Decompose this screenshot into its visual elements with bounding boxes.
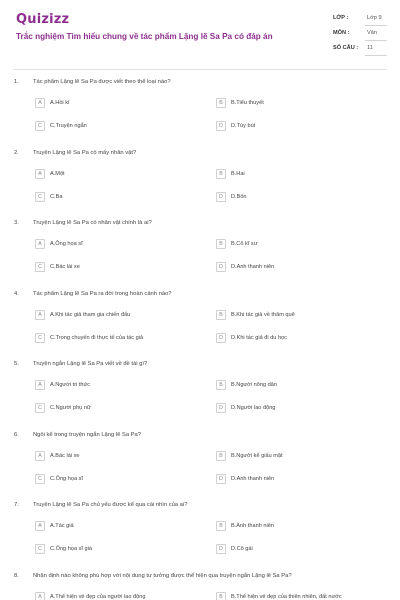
answer-option-d[interactable] [216, 262, 391, 275]
question-number: 4. [14, 290, 19, 297]
question-text: Truyện Lặng lẽ Sa Pa có nhân vật chính là ai? [33, 220, 152, 226]
option-letter-box: A [35, 380, 45, 390]
meta-count [333, 42, 385, 55]
answer-option-d[interactable] [216, 333, 391, 346]
option-text: B.Hai [231, 170, 245, 177]
answer-option-c[interactable] [35, 262, 205, 275]
answer-option-a[interactable] [35, 451, 205, 464]
option-letter-box: D [216, 121, 226, 131]
answer-option-a[interactable] [35, 98, 205, 111]
answer-option-c[interactable] [35, 192, 205, 205]
answer-option-b[interactable] [216, 592, 391, 600]
option-letter-box: D [216, 403, 226, 413]
quizizz-logo: Quizizz [16, 12, 70, 27]
option-text: B.Anh thanh niên [231, 523, 274, 529]
answer-option-d[interactable] [216, 121, 391, 134]
option-letter-box: B [216, 592, 226, 600]
option-text: B.Tiểu thuyết [231, 100, 264, 106]
question-number: 7. [14, 502, 19, 508]
header-divider [13, 69, 387, 70]
question-3 [0, 220, 400, 290]
question-number: 3. [14, 220, 19, 226]
option-letter-box: B [216, 98, 226, 108]
meta-class-value: Lớp 9 [367, 15, 382, 21]
answer-option-b[interactable] [216, 451, 391, 464]
meta-underline [365, 55, 387, 56]
option-text: A.Người tri thức [50, 382, 91, 388]
meta-class-label: LỚP : [333, 15, 349, 21]
option-text: D.Anh thanh niên [231, 264, 275, 270]
answer-option-b[interactable] [216, 380, 391, 393]
answer-option-b[interactable] [216, 521, 391, 534]
question-number: 6. [14, 431, 19, 438]
answer-option-a[interactable] [35, 169, 205, 182]
option-letter-box: D [216, 262, 226, 272]
meta-count-value: 11 [367, 45, 373, 51]
question-1 [0, 79, 400, 149]
option-text: A.Một [50, 170, 65, 177]
question-4 [0, 291, 400, 361]
option-text: A.Tác giả [50, 523, 74, 529]
answer-option-b[interactable] [216, 98, 391, 111]
option-text: D.Cô gái [231, 546, 253, 552]
option-text: C.Ba [50, 193, 63, 200]
option-letter-box: A [35, 169, 45, 179]
option-text: A.Ông họa sĩ [50, 241, 83, 247]
option-text: D.Anh thanh niên [231, 475, 275, 482]
answer-option-b[interactable] [216, 310, 391, 323]
option-text: C.Bác lái xe [50, 264, 80, 270]
question-text: Tác phẩm Lặng lẽ Sa Pa ra đời trong hoàn cảnh nào? [33, 290, 172, 297]
question-number: 2. [14, 149, 19, 156]
option-text: B.Người kể giấu mặt [231, 452, 283, 459]
answer-option-b[interactable] [216, 169, 391, 182]
option-letter-box: A [35, 239, 45, 249]
answer-option-c[interactable] [35, 121, 205, 134]
option-letter-box: C [35, 333, 45, 343]
answer-option-a[interactable] [35, 380, 205, 393]
option-letter-box: B [216, 380, 226, 390]
answer-option-a[interactable] [35, 592, 205, 600]
option-letter-box: C [35, 403, 45, 413]
option-text: B.Cô kĩ sư [231, 241, 258, 247]
option-letter-box: B [216, 310, 226, 320]
option-text: D.Bốn [231, 193, 247, 200]
option-letter-box: A [35, 310, 45, 320]
option-text: D.Tùy bút [231, 123, 256, 129]
question-text: Tác phẩm Lặng lẽ Sa Pa được viết theo thể loại nào? [33, 79, 171, 85]
page-title: Trắc nghiệm Tìm hiểu chung về tác phẩm Lặng lẽ Sa Pa có đáp án [16, 32, 273, 41]
answer-option-a[interactable] [35, 239, 205, 252]
answer-option-d[interactable] [216, 192, 391, 205]
question-text: Truyện Lặng lẽ Sa Pa chủ yếu được kể qua cái nhìn của ai? [33, 502, 188, 508]
answer-option-a[interactable] [35, 521, 205, 534]
option-letter-box: D [216, 544, 226, 554]
meta-class [333, 12, 385, 25]
option-letter-box: B [216, 239, 226, 249]
option-letter-box: C [35, 121, 45, 131]
option-text: A.Bác lái xe [50, 452, 80, 459]
question-number: 5. [14, 361, 19, 367]
option-text: D.Khi tác giả đi du học [231, 334, 287, 341]
option-letter-box: C [35, 192, 45, 202]
option-letter-box: A [35, 592, 45, 600]
option-text: A.Khi tác giả tham gia chiến đấu [50, 311, 131, 318]
answer-option-d[interactable] [216, 544, 391, 557]
option-text: B.Khi tác giả về thăm quê [231, 311, 295, 318]
option-letter-box: C [35, 262, 45, 272]
option-text: A.Hồi kí [50, 100, 70, 106]
option-letter-box: B [216, 451, 226, 461]
question-8 [0, 573, 400, 600]
answer-option-c[interactable] [35, 474, 205, 487]
header [0, 0, 400, 62]
answer-option-c[interactable] [35, 333, 205, 346]
option-letter-box: D [216, 474, 226, 484]
question-text: Nhận định nào không phù hợp với nội dung tư tưởng được thể hiện qua truyện ngắn Lặng lẽ Sa Pa? [33, 572, 292, 579]
question-number: 1. [14, 79, 19, 85]
option-letter-box: A [35, 98, 45, 108]
option-letter-box: C [35, 474, 45, 484]
question-text: Ngôi kể trong truyện ngắn Lặng lẽ Sa Pa? [33, 431, 141, 438]
question-number: 8. [14, 572, 19, 579]
option-letter-box: A [35, 451, 45, 461]
question-text: Truyện ngắn Lặng lẽ Sa Pa viết về đề tài gì? [33, 361, 148, 367]
meta-underline [365, 25, 387, 26]
option-text: C.Ông họa sĩ già [50, 546, 92, 552]
question-2 [0, 150, 400, 220]
answer-option-a[interactable] [35, 310, 205, 323]
question-5 [0, 361, 400, 431]
option-letter-box: C [35, 544, 45, 554]
meta-subject-value: Văn [367, 30, 377, 36]
answer-option-d[interactable] [216, 474, 391, 487]
option-letter-box: B [216, 521, 226, 531]
option-text: C.Người phụ nữ [50, 405, 91, 411]
question-7 [0, 502, 400, 572]
option-text: D.Người lao động [231, 405, 276, 411]
option-letter-box: B [216, 169, 226, 179]
meta-subject-label: MÔN : [333, 30, 350, 36]
answer-option-c[interactable] [35, 544, 205, 557]
option-text: B.Thể hiện vẻ đẹp của thiên nhiên, đất nước [231, 593, 342, 600]
question-text: Truyện Lặng lẽ Sa Pa có mấy nhân vật? [33, 149, 137, 156]
answer-option-b[interactable] [216, 239, 391, 252]
option-text: C.Trong chuyến đi thực tế của tác giả [50, 334, 144, 341]
option-letter-box: D [216, 333, 226, 343]
question-6 [0, 432, 400, 502]
option-text: A.Thể hiện vẻ đẹp của người lao động [50, 593, 146, 600]
option-text: C.Ông họa sĩ [50, 475, 83, 482]
answer-option-d[interactable] [216, 403, 391, 416]
meta-count-label: SỐ CÂU : [333, 45, 359, 51]
option-letter-box: A [35, 521, 45, 531]
answer-option-c[interactable] [35, 403, 205, 416]
option-letter-box: D [216, 192, 226, 202]
option-text: C.Truyện ngắn [50, 123, 87, 129]
meta-underline [365, 40, 387, 41]
option-text: B.Người nông dân [231, 382, 277, 388]
meta-subject [333, 27, 385, 40]
